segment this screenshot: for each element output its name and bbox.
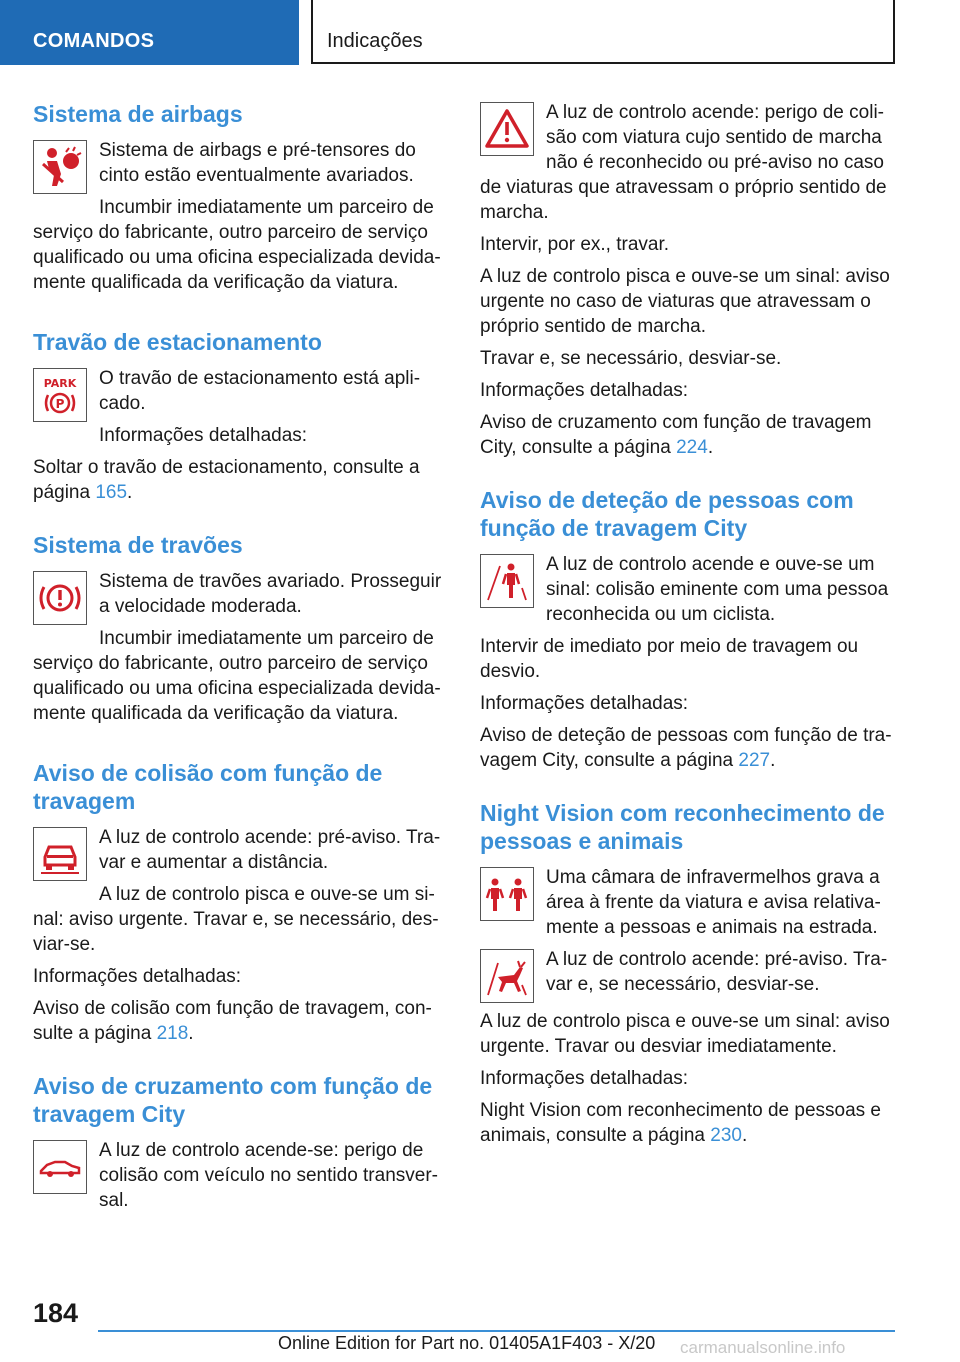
collision-text-3: Informações detalhadas:: [33, 966, 242, 987]
collision-text-2: A luz de controlo pisca e ouve-se um sinal: aviso urgente. Travar e, se necessário, desviar-se.: [33, 884, 439, 955]
page-number: 184: [33, 1298, 79, 1328]
persons-detection-icon: [480, 867, 534, 921]
pedestrian-warning-icon: [480, 554, 534, 608]
car-collision-icon: [33, 827, 87, 881]
airbag-warning-icon: [33, 140, 87, 194]
park-brake-icon: [33, 368, 87, 422]
heading-night-vision: Night Vision com reconhecimento de pessoas e animais: [480, 800, 885, 854]
page-link-224[interactable]: 224: [676, 437, 708, 458]
collision-text-4: Aviso de colisão com função de travagem, consulte a página 218.: [33, 998, 432, 1044]
left-column: [33, 100, 443, 1246]
right-column: [480, 100, 895, 1174]
parking-text-1: O travão de estacionamento está aplicado.: [99, 368, 421, 414]
header-section-label: COMANDOS: [33, 30, 155, 52]
crossing-cont-text-6: Aviso de cruzamento com função de travagem City, consulte a página 224.: [480, 412, 872, 458]
watermark: carmanualsonline.info: [680, 1338, 846, 1357]
section-brake-system: [33, 531, 443, 733]
section-night-vision: [480, 799, 895, 1148]
footer-edition: Online Edition for Part no. 01405A1F403 - X/20: [278, 1333, 656, 1353]
section-crossing-warning: [33, 1072, 443, 1220]
header-chapter-label: Indicações: [327, 30, 423, 52]
warning-triangle-icon: [480, 102, 534, 156]
pedestrian-text-3: Informações detalhadas:: [480, 693, 689, 714]
header-section-tab: [0, 0, 299, 65]
pedestrian-text-1: A luz de controlo acende e ouve-se um sinal: colisão eminente com uma pessoa reconhecida ou um ciclista.: [546, 554, 889, 625]
crossing-cont-text-3: A luz de controlo pisca e ouve-se um sinal: aviso urgente no caso de viaturas que atravessam o próprio sentido de marcha.: [480, 266, 890, 337]
nightvision-text-1: Uma câmara de infravermelhos grava a área à frente da viatura e avisa relativamente a pessoas e animais na estrada.: [546, 867, 881, 938]
airbags-text-1: Sistema de airbags e pré-tensores do cinto estão eventualmente avariados.: [99, 140, 416, 186]
nightvision-text-5: Night Vision com reconhecimento de pessoas e animais, consulte a página 230.: [480, 1100, 881, 1146]
svg-text:P: P: [55, 397, 65, 411]
brakes-text-2: Incumbir imediatamente um parceiro de serviço do fabricante, outro parceiro de serviço qualificado ou uma oficina especializada devidamente qualificada da verificação da viatura.: [33, 628, 441, 724]
car-side-icon: [33, 1140, 87, 1194]
nightvision-text-2: A luz de controlo acende: pré-aviso. Travar e, se necessário, desviar-se.: [546, 949, 888, 995]
section-crossing-continued: [480, 100, 895, 460]
animal-detection-icon: [480, 949, 534, 1003]
footer-divider: [98, 1330, 895, 1332]
parking-text-2: Informações detalhadas:: [99, 425, 308, 446]
nightvision-text-3: A luz de controlo pisca e ouve-se um sinal: aviso urgente. Travar ou desviar imediatamente.: [480, 1011, 890, 1057]
crossing-cont-text-1: A luz de controlo acende: perigo de colisão com viatura cujo sentido de marcha não é reconhecido ou pré-aviso no caso de viaturas que atravessam o próprio sentido de marcha.: [480, 102, 887, 223]
brakes-text-1: Sistema de travões avariado. Prosseguir a velocidade moderada.: [99, 571, 442, 617]
svg-text:PARK: PARK: [43, 377, 77, 390]
heading-parking-brake: Travão de estacionamento: [33, 329, 322, 355]
page-link-230[interactable]: 230: [710, 1125, 742, 1146]
pedestrian-text-2: Intervir de imediato por meio de travagem ou desvio.: [480, 636, 859, 682]
crossing-text-1: A luz de controlo acende-se: perigo de colisão com veículo no sentido transversal.: [99, 1140, 438, 1211]
heading-pedestrian-warning: Aviso de deteção de pessoas com função de travagem City: [480, 487, 854, 541]
crossing-cont-text-2: Intervir, por ex., travar.: [480, 234, 670, 255]
brake-warning-icon: [33, 571, 87, 625]
crossing-cont-text-5: Informações detalhadas:: [480, 380, 689, 401]
pedestrian-text-4: Aviso de deteção de pessoas com função de travagem City, consulte a página 227.: [480, 725, 892, 771]
header-chapter-box: [311, 0, 895, 64]
section-pedestrian-warning: [480, 486, 895, 773]
heading-crossing-warning: Aviso de cruzamento com função de travagem City: [33, 1073, 433, 1127]
page-link-218[interactable]: 218: [156, 1023, 189, 1044]
heading-collision-warning: Aviso de colisão com função de travagem: [33, 760, 383, 814]
page-link-165[interactable]: 165: [95, 482, 128, 503]
section-parking-brake: [33, 328, 443, 505]
airbags-text-2: Incumbir imediatamente um parceiro de serviço do fabricante, outro parceiro de serviço qualificado ou uma oficina especializada devidamente qualificada da verificação da viatura.: [33, 197, 441, 293]
page-link-227[interactable]: 227: [738, 750, 771, 771]
section-collision-warning: [33, 759, 443, 1046]
heading-brake-system: Sistema de travões: [33, 532, 243, 558]
parking-text-3: Soltar o travão de estacionamento, consulte a página 165.: [33, 457, 420, 503]
nightvision-text-4: Informações detalhadas:: [480, 1068, 689, 1089]
section-airbags: [33, 100, 443, 302]
crossing-cont-text-4: Travar e, se necessário, desviar-se.: [480, 348, 782, 369]
heading-airbags: Sistema de airbags: [33, 101, 243, 127]
collision-text-1: A luz de controlo acende: pré-aviso. Travar e aumentar a distância.: [99, 827, 441, 873]
